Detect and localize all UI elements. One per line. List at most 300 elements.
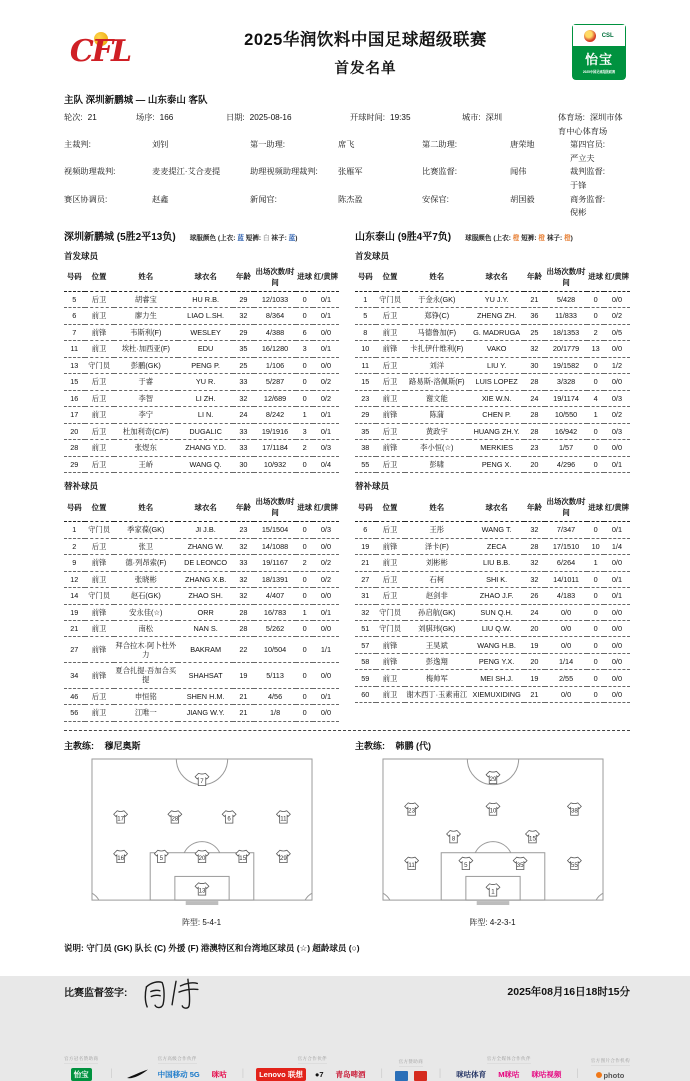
player-apps-cell: 4/407 bbox=[254, 588, 297, 604]
column-header: 号码 bbox=[64, 264, 85, 292]
player-apps-cell: 5/113 bbox=[254, 663, 297, 689]
sponsor-strip bbox=[64, 1056, 630, 1081]
player-position-cell: 前卫 bbox=[85, 407, 114, 423]
player-cards-cell: 0/0 bbox=[313, 705, 339, 721]
player-cards-cell: 1/1 bbox=[313, 637, 339, 663]
player-age-cell: 19 bbox=[524, 637, 545, 653]
player-jersey-name-cell: LI ZH. bbox=[178, 390, 233, 406]
player-apps-cell: 18/1353 bbox=[545, 324, 588, 340]
player-age-cell: 33 bbox=[233, 440, 254, 456]
info-pair bbox=[570, 165, 658, 192]
signature-label: 比赛监督签字: bbox=[64, 988, 128, 1000]
player-position-cell: 前锋 bbox=[376, 538, 405, 554]
info-pair bbox=[350, 111, 462, 138]
info-value: 赵鑫 bbox=[152, 194, 169, 204]
player-row bbox=[355, 620, 630, 636]
player-number-cell: 15 bbox=[64, 374, 85, 390]
jersey-number: 1 bbox=[490, 888, 495, 896]
column-header: 球衣名 bbox=[178, 494, 233, 522]
player-jersey-name-cell: HUANG ZH.Y. bbox=[469, 423, 524, 439]
player-position-cell: 后卫 bbox=[85, 423, 114, 439]
player-cards-cell: 0/0 bbox=[604, 440, 630, 456]
player-age-cell: 32 bbox=[524, 522, 545, 538]
player-goals-cell: 0 bbox=[296, 637, 313, 663]
info-value: 麦麦提江·艾合麦提 bbox=[152, 167, 221, 177]
player-jersey-name-cell: NAN S. bbox=[178, 620, 233, 636]
player-row bbox=[64, 705, 339, 721]
player-apps-cell: 4/183 bbox=[545, 588, 588, 604]
player-apps-cell: 19/1916 bbox=[254, 423, 297, 439]
player-apps-cell: 6/264 bbox=[545, 555, 588, 571]
player-name-cell: 陈蒲 bbox=[405, 407, 470, 423]
sponsor-tier-label: 官方赞助商 bbox=[399, 1059, 424, 1067]
csl-word: CSL bbox=[601, 32, 614, 39]
player-cards-cell: 0/4 bbox=[313, 456, 339, 472]
info-label: 比赛监督: bbox=[422, 167, 458, 177]
away-coach-label: 主教练: bbox=[355, 740, 385, 751]
info-pair bbox=[570, 193, 658, 220]
player-position-cell: 前卫 bbox=[376, 686, 405, 702]
player-cards-cell: 0/1 bbox=[313, 423, 339, 439]
section-divider bbox=[64, 730, 630, 731]
info-pair bbox=[64, 138, 250, 165]
sponsor-group bbox=[256, 1056, 368, 1081]
sponsor-logos bbox=[256, 1068, 368, 1081]
pitch-diagram bbox=[91, 758, 313, 908]
home-formation-pitch bbox=[64, 758, 339, 913]
sponsor-dot-icon bbox=[596, 1072, 602, 1078]
player-position-cell: 后卫 bbox=[85, 456, 114, 472]
player-row bbox=[64, 456, 339, 472]
player-jersey-icon bbox=[458, 857, 472, 869]
player-name-cell: 南松 bbox=[114, 620, 179, 636]
player-name-cell: 王昊斌 bbox=[405, 637, 470, 653]
player-position-cell: 前卫 bbox=[376, 324, 405, 340]
player-jersey-icon bbox=[486, 883, 500, 895]
player-goals-cell: 0 bbox=[296, 663, 313, 689]
player-row bbox=[64, 357, 339, 373]
player-name-cell: 胡睿宝 bbox=[114, 291, 179, 307]
home-subs-table bbox=[64, 494, 339, 722]
column-header: 出场次数/时间 bbox=[545, 264, 588, 292]
player-number-cell: 5 bbox=[64, 291, 85, 307]
column-header: 号码 bbox=[355, 264, 376, 292]
player-jersey-icon bbox=[404, 803, 418, 815]
player-jersey-name-cell: YU J.Y. bbox=[469, 291, 524, 307]
info-label: 裁判监督: bbox=[570, 167, 606, 177]
player-name-cell: 杜加利奇(C/F) bbox=[114, 423, 179, 439]
player-cards-cell: 0/1 bbox=[313, 604, 339, 620]
sponsor-divider: | bbox=[576, 1067, 579, 1079]
player-age-cell: 32 bbox=[233, 588, 254, 604]
player-position-cell: 前卫 bbox=[85, 308, 114, 324]
player-age-cell: 32 bbox=[233, 571, 254, 587]
info-label: 日期: bbox=[226, 113, 245, 122]
column-header: 号码 bbox=[64, 494, 85, 522]
info-row bbox=[64, 193, 630, 220]
column-header: 红/黄牌 bbox=[604, 494, 630, 522]
player-apps-cell: 0/0 bbox=[545, 620, 588, 636]
player-row bbox=[355, 407, 630, 423]
jersey-number: 20 bbox=[198, 854, 205, 862]
player-row bbox=[355, 440, 630, 456]
player-apps-cell: 12/689 bbox=[254, 390, 297, 406]
player-cards-cell: 0/2 bbox=[313, 390, 339, 406]
kit-color-value: 蓝 bbox=[288, 234, 296, 242]
player-row bbox=[355, 291, 630, 307]
player-number-cell: 29 bbox=[355, 407, 376, 423]
player-age-cell: 24 bbox=[233, 407, 254, 423]
player-number-cell: 13 bbox=[64, 357, 85, 373]
column-header: 红/黄牌 bbox=[313, 494, 339, 522]
player-age-cell: 24 bbox=[524, 604, 545, 620]
jersey-number: 16 bbox=[116, 854, 124, 862]
jersey-number: 13 bbox=[198, 887, 205, 895]
jersey-number: 38 bbox=[570, 807, 578, 815]
info-value: 深圳 bbox=[485, 113, 503, 122]
column-header: 位置 bbox=[85, 494, 114, 522]
player-name-cell: 张晓彬 bbox=[114, 571, 179, 587]
home-kit-colors: 球服颜色 (上衣: 蓝 短裤: 白 袜子: 蓝) bbox=[189, 234, 298, 242]
player-position-cell: 守门员 bbox=[376, 620, 405, 636]
player-apps-cell: 5/287 bbox=[254, 374, 297, 390]
header bbox=[64, 24, 630, 80]
player-goals-cell: 4 bbox=[587, 390, 604, 406]
player-age-cell: 23 bbox=[233, 522, 254, 538]
jersey-number: 5 bbox=[159, 854, 163, 862]
player-row bbox=[64, 522, 339, 538]
home-formation-caption: 阵型: 5-4-1 bbox=[181, 917, 222, 927]
player-cards-cell: 0/0 bbox=[604, 604, 630, 620]
player-cards-cell: 0/3 bbox=[604, 390, 630, 406]
player-position-cell: 前锋 bbox=[85, 637, 114, 663]
player-number-cell: 21 bbox=[64, 620, 85, 636]
player-age-cell: 21 bbox=[524, 686, 545, 702]
player-number-cell: 32 bbox=[355, 604, 376, 620]
info-pair bbox=[558, 111, 630, 138]
player-apps-cell: 7/347 bbox=[545, 522, 588, 538]
info-pair bbox=[64, 111, 136, 138]
player-name-cell: 廖力生 bbox=[114, 308, 179, 324]
player-name-cell: 彭啸 bbox=[405, 456, 470, 472]
player-number-cell: 55 bbox=[355, 456, 376, 472]
info-label: 开球时间: bbox=[350, 113, 386, 122]
player-jersey-name-cell: ZHANG Y.D. bbox=[178, 440, 233, 456]
column-header: 出场次数/时间 bbox=[545, 494, 588, 522]
home-team-name: 深圳新鹏城 (5胜2平13负) bbox=[64, 231, 176, 243]
sponsor-logo bbox=[414, 1071, 427, 1081]
player-goals-cell: 0 bbox=[296, 390, 313, 406]
sheet-subtitle: 首发名单 bbox=[334, 61, 397, 77]
jersey-number: 6 bbox=[226, 815, 231, 823]
player-number-cell: 21 bbox=[355, 555, 376, 571]
player-number-cell: 59 bbox=[355, 670, 376, 686]
player-apps-cell: 1/8 bbox=[254, 705, 297, 721]
info-label: 体育场: bbox=[558, 113, 585, 122]
player-jersey-name-cell: MERKIES bbox=[469, 440, 524, 456]
away-formation-pitch bbox=[355, 758, 630, 913]
player-number-cell: 15 bbox=[355, 374, 376, 390]
player-goals-cell: 2 bbox=[587, 324, 604, 340]
nike-swoosh-icon bbox=[125, 1069, 149, 1079]
player-name-cell: 石柯 bbox=[405, 571, 470, 587]
player-apps-cell: 1/14 bbox=[545, 653, 588, 669]
player-jersey-name-cell: PENG P. bbox=[178, 357, 233, 373]
player-jersey-icon bbox=[567, 803, 581, 815]
player-cards-cell: 0/0 bbox=[604, 670, 630, 686]
info-value: 2025-08-16 bbox=[249, 113, 292, 122]
player-row bbox=[355, 374, 630, 390]
player-jersey-name-cell: SHEN H.M. bbox=[178, 688, 233, 704]
player-apps-cell: 20/1779 bbox=[545, 341, 588, 357]
player-age-cell: 21 bbox=[524, 291, 545, 307]
player-row bbox=[64, 663, 339, 689]
sponsor-logos bbox=[453, 1068, 564, 1081]
player-position-cell: 守门员 bbox=[376, 291, 405, 307]
player-name-cell: 张煜东 bbox=[114, 440, 179, 456]
player-row bbox=[355, 456, 630, 472]
player-age-cell: 22 bbox=[233, 637, 254, 663]
player-age-cell: 32 bbox=[524, 555, 545, 571]
info-value: 严立夫 bbox=[570, 153, 595, 163]
player-cards-cell: 0/2 bbox=[313, 374, 339, 390]
sponsor-logo: 咪咕体育 bbox=[456, 1069, 487, 1079]
player-jersey-icon bbox=[486, 803, 500, 815]
player-number-cell: 1 bbox=[64, 522, 85, 538]
player-name-cell: 张卫 bbox=[114, 538, 179, 554]
player-cards-cell: 0/1 bbox=[313, 341, 339, 357]
column-header: 年龄 bbox=[233, 264, 254, 292]
player-cards-cell: 0/1 bbox=[313, 308, 339, 324]
player-name-cell: 孙启航(GK) bbox=[405, 604, 470, 620]
player-cards-cell: 0/0 bbox=[604, 341, 630, 357]
player-apps-cell: 8/364 bbox=[254, 308, 297, 324]
player-jersey-name-cell: ZHAO SH. bbox=[178, 588, 233, 604]
player-goals-cell: 10 bbox=[587, 538, 604, 554]
player-age-cell: 32 bbox=[233, 390, 254, 406]
player-jersey-name-cell: LIU Y. bbox=[469, 357, 524, 373]
player-apps-cell: 8/242 bbox=[254, 407, 297, 423]
player-number-cell: 38 bbox=[355, 440, 376, 456]
player-row bbox=[355, 653, 630, 669]
player-apps-cell: 18/1391 bbox=[254, 571, 297, 587]
player-goals-cell: 0 bbox=[296, 456, 313, 472]
column-header: 年龄 bbox=[233, 494, 254, 522]
home-coach-label: 主教练: bbox=[64, 740, 94, 751]
player-goals-cell: 0 bbox=[296, 522, 313, 538]
player-row bbox=[64, 390, 339, 406]
player-apps-cell: 0/0 bbox=[545, 604, 588, 620]
jersey-number: 11 bbox=[407, 861, 415, 869]
player-cards-cell: 0/0 bbox=[604, 374, 630, 390]
player-goals-cell: 1 bbox=[296, 604, 313, 620]
player-jersey-name-cell: LUIS LOPEZ bbox=[469, 374, 524, 390]
player-jersey-icon bbox=[567, 857, 581, 869]
player-age-cell: 32 bbox=[233, 308, 254, 324]
player-jersey-name-cell: ZHENG ZH. bbox=[469, 308, 524, 324]
player-position-cell: 前锋 bbox=[85, 324, 114, 340]
player-number-cell: 9 bbox=[64, 555, 85, 571]
player-row bbox=[355, 324, 630, 340]
jersey-number: 10 bbox=[489, 807, 496, 815]
player-number-cell: 28 bbox=[64, 440, 85, 456]
player-row bbox=[355, 670, 630, 686]
player-jersey-name-cell: CHEN P. bbox=[469, 407, 524, 423]
jersey-number: 29 bbox=[489, 775, 496, 783]
player-name-cell: 刘洋 bbox=[405, 357, 470, 373]
jersey-number: 8 bbox=[451, 834, 455, 842]
csl-crest-icon bbox=[584, 30, 596, 42]
player-apps-cell: 3/328 bbox=[545, 374, 588, 390]
kit-part-label: 上衣: bbox=[495, 234, 513, 242]
sponsor-divider: | bbox=[110, 1067, 113, 1079]
sponsor-group bbox=[591, 1058, 630, 1081]
info-value: 深圳市体育中心体育场 bbox=[558, 113, 623, 136]
player-goals-cell: 0 bbox=[587, 423, 604, 439]
player-number-cell: 1 bbox=[355, 291, 376, 307]
player-position-cell: 后卫 bbox=[376, 374, 405, 390]
player-jersey-name-cell: SHAHSAT bbox=[178, 663, 233, 689]
player-jersey-icon bbox=[525, 830, 539, 842]
jersey-number: 17 bbox=[116, 815, 124, 823]
player-apps-cell: 19/1167 bbox=[254, 555, 297, 571]
player-jersey-icon bbox=[154, 850, 168, 862]
home-subs-label: 替补球员 bbox=[64, 481, 99, 492]
player-number-cell: 11 bbox=[64, 341, 85, 357]
player-jersey-name-cell: HU R.B. bbox=[178, 291, 233, 307]
sponsor-group bbox=[395, 1059, 427, 1081]
info-value: 席飞 bbox=[338, 140, 355, 150]
player-position-cell: 后卫 bbox=[85, 291, 114, 307]
player-name-cell: 埃杜·加西亚(F) bbox=[114, 341, 179, 357]
player-jersey-name-cell: WANG T. bbox=[469, 522, 524, 538]
player-row bbox=[64, 637, 339, 663]
player-age-cell: 32 bbox=[524, 341, 545, 357]
player-jersey-icon bbox=[486, 771, 500, 783]
info-label: 赛区协调员: bbox=[64, 194, 108, 204]
player-jersey-name-cell: YU R. bbox=[178, 374, 233, 390]
player-goals-cell: 0 bbox=[587, 571, 604, 587]
player-position-cell: 后卫 bbox=[376, 456, 405, 472]
csl-cestbon-logo bbox=[572, 24, 626, 80]
player-number-cell: 51 bbox=[355, 620, 376, 636]
player-name-cell: 李小恒(☆) bbox=[405, 440, 470, 456]
player-jersey-name-cell: LIAO L.SH. bbox=[178, 308, 233, 324]
jersey-number: 28 bbox=[170, 815, 178, 823]
player-goals-cell: 0 bbox=[587, 440, 604, 456]
player-cards-cell: 0/0 bbox=[604, 291, 630, 307]
sponsor-group bbox=[125, 1056, 230, 1081]
player-apps-cell: 10/504 bbox=[254, 637, 297, 663]
player-name-cell: 于睿 bbox=[114, 374, 179, 390]
player-apps-cell: 1/106 bbox=[254, 357, 297, 373]
away-coach-line bbox=[355, 739, 630, 752]
player-cards-cell: 0/2 bbox=[313, 555, 339, 571]
csl-crest-area bbox=[573, 25, 625, 46]
player-position-cell: 前卫 bbox=[85, 341, 114, 357]
player-age-cell: 19 bbox=[233, 663, 254, 689]
player-goals-cell: 0 bbox=[296, 688, 313, 704]
info-pair bbox=[136, 111, 226, 138]
player-name-cell: 泽卡(F) bbox=[405, 538, 470, 554]
player-position-cell: 后卫 bbox=[85, 374, 114, 390]
player-age-cell: 28 bbox=[524, 423, 545, 439]
player-jersey-name-cell: DUGALIC bbox=[178, 423, 233, 439]
player-cards-cell: 0/2 bbox=[604, 308, 630, 324]
player-jersey-icon bbox=[222, 810, 236, 822]
player-number-cell: 12 bbox=[64, 571, 85, 587]
player-row bbox=[64, 620, 339, 636]
player-goals-cell: 0 bbox=[296, 571, 313, 587]
player-goals-cell: 0 bbox=[296, 620, 313, 636]
player-row bbox=[64, 291, 339, 307]
player-goals-cell: 1 bbox=[587, 407, 604, 423]
player-name-cell: 刘彬彬 bbox=[405, 555, 470, 571]
player-name-cell: 季家葆(GK) bbox=[114, 522, 179, 538]
cfl-league-logo bbox=[64, 26, 136, 78]
player-row bbox=[64, 604, 339, 620]
player-number-cell: 27 bbox=[64, 637, 85, 663]
info-pair bbox=[64, 193, 250, 220]
player-name-cell: 郑铮(C) bbox=[405, 308, 470, 324]
legend-note: 说明: 守门员 (GK) 队长 (C) 外援 (F) 港澳特区和台湾地区球员 (☆) 超龄球员 (○) bbox=[64, 942, 360, 953]
player-goals-cell: 0 bbox=[587, 308, 604, 324]
column-header: 进球 bbox=[296, 494, 313, 522]
player-apps-cell: 0/0 bbox=[545, 637, 588, 653]
jersey-number: 29 bbox=[279, 854, 287, 862]
player-age-cell: 23 bbox=[524, 440, 545, 456]
player-name-cell: 李智 bbox=[114, 390, 179, 406]
player-position-cell: 前卫 bbox=[85, 620, 114, 636]
jersey-number: 15 bbox=[528, 834, 536, 842]
player-row bbox=[355, 555, 630, 571]
player-jersey-name-cell: PENG Y.X. bbox=[469, 653, 524, 669]
player-age-cell: 26 bbox=[524, 588, 545, 604]
info-label: 第四官员: bbox=[570, 140, 606, 150]
info-pair bbox=[570, 138, 658, 165]
player-position-cell: 前锋 bbox=[376, 440, 405, 456]
kit-color-value: 橙 bbox=[512, 234, 520, 242]
player-jersey-icon bbox=[446, 830, 460, 842]
jersey-number: 5 bbox=[463, 861, 468, 869]
player-age-cell: 30 bbox=[524, 357, 545, 373]
player-number-cell: 29 bbox=[64, 456, 85, 472]
column-header: 进球 bbox=[587, 264, 604, 292]
player-position-cell: 后卫 bbox=[85, 688, 114, 704]
player-apps-cell: 4/56 bbox=[254, 688, 297, 704]
player-position-cell: 守门员 bbox=[85, 522, 114, 538]
player-age-cell: 19 bbox=[524, 670, 545, 686]
info-value: 于锋 bbox=[570, 180, 587, 190]
player-name-cell: 安永佳(☆) bbox=[114, 604, 179, 620]
player-number-cell: 34 bbox=[64, 663, 85, 689]
player-name-cell: 夏合扎提·吾加合买提 bbox=[114, 663, 179, 689]
player-apps-cell: 5/262 bbox=[254, 620, 297, 636]
player-jersey-name-cell: WANG H.B. bbox=[469, 637, 524, 653]
sponsor-logo: 青岛啤酒 bbox=[335, 1069, 366, 1079]
player-row bbox=[64, 688, 339, 704]
home-starters-table bbox=[64, 264, 339, 473]
info-label: 主裁判: bbox=[64, 140, 91, 150]
player-cards-cell: 0/0 bbox=[313, 663, 339, 689]
player-jersey-name-cell: ZHAO J.F. bbox=[469, 588, 524, 604]
jersey-number: 35 bbox=[516, 861, 524, 869]
info-value: 闻伟 bbox=[510, 167, 527, 177]
print-timestamp: 2025年08月16日18时15分 bbox=[507, 986, 630, 999]
player-jersey-icon bbox=[276, 810, 290, 822]
player-jersey-name-cell: XIEMUXIDING bbox=[469, 686, 524, 702]
player-jersey-icon bbox=[195, 850, 209, 862]
